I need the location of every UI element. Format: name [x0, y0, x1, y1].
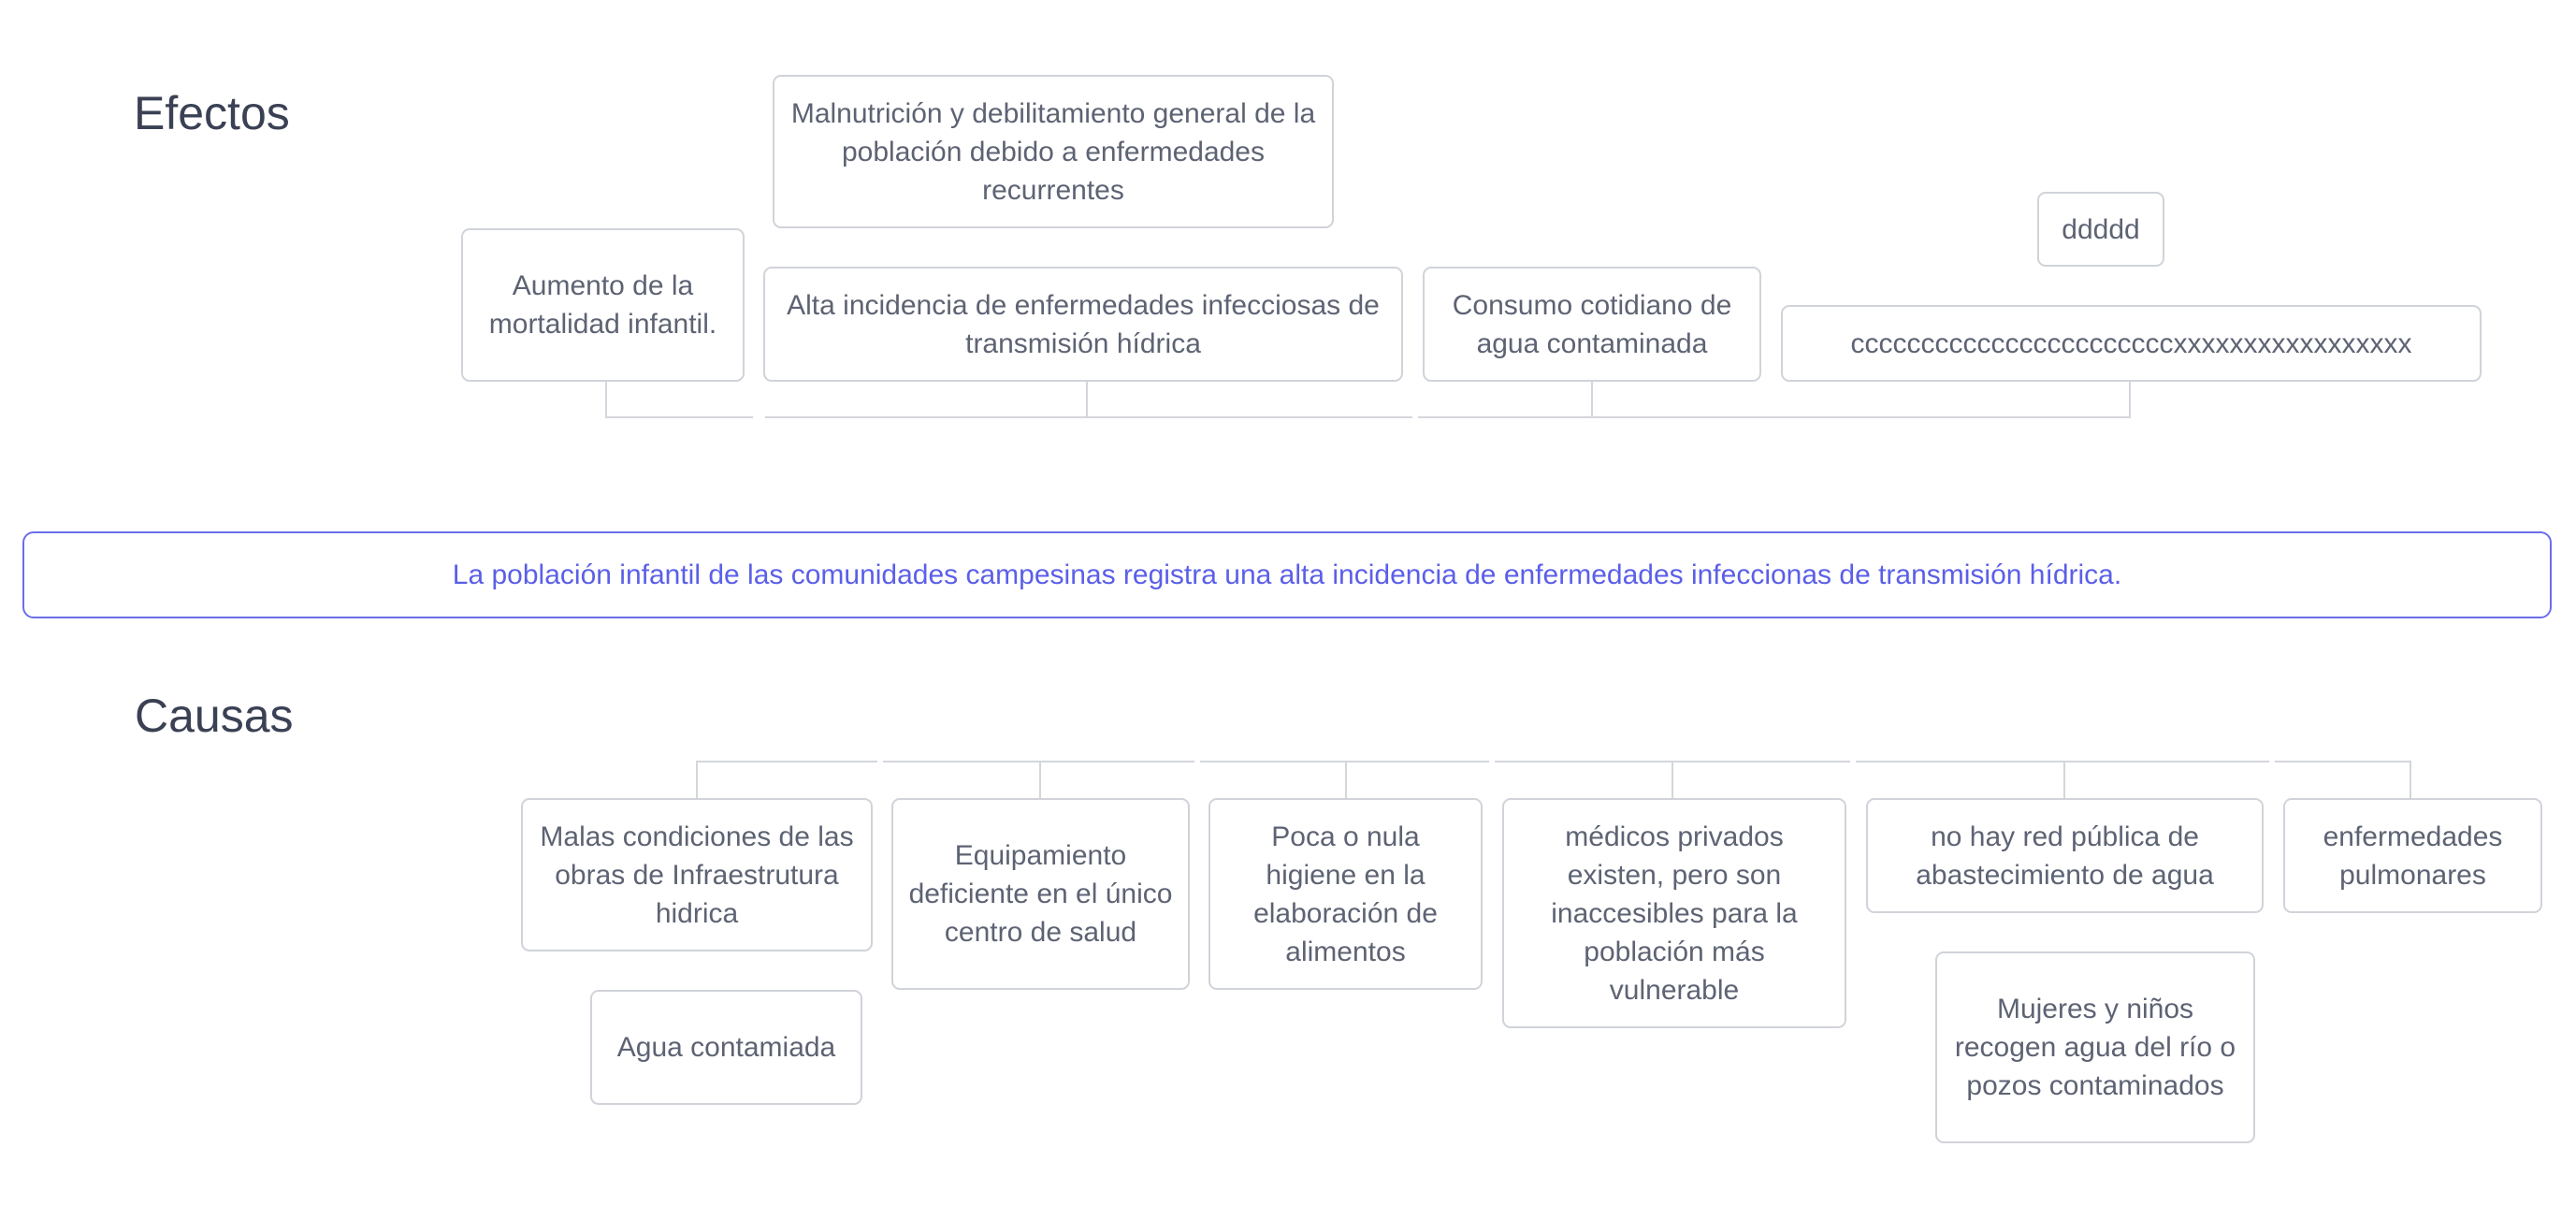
effect-node-label: Alta incidencia de enfermedades infecciosas de transmisión hídrica	[787, 289, 1380, 359]
cause-node-label: médicos privados existen, pero son inaccesibles para la población más vulnerable	[1551, 821, 1798, 1006]
cause-node-food-hygiene[interactable]	[1208, 798, 1483, 990]
effect-subnode-malnutrition[interactable]	[773, 75, 1334, 228]
cause-node-water-network[interactable]	[1866, 798, 2264, 913]
effect-node-infectious-diseases[interactable]	[763, 267, 1403, 382]
effect-node-contaminated-water[interactable]	[1423, 267, 1761, 382]
effect-node-label: cccccccccccccccccccccccxxxxxxxxxxxxxxxxx	[1850, 327, 2412, 359]
effect-subnode-ddddd[interactable]	[2037, 192, 2164, 267]
cause-node-label: Agua contamiada	[616, 1032, 836, 1063]
cause-node-label: Equipamiento deficiente en el único centro de salud	[908, 840, 1173, 948]
effects-connector-left	[606, 380, 753, 417]
effect-node-label: ddddd	[2062, 213, 2140, 245]
central-problem-label: La población infantil de las comunidades campesinas registra una alta incidencia de enfermedades infeccionas de transmisión hídrica.	[452, 559, 2122, 590]
effect-node-label: Malnutrición y debilitamiento general de la población debido a enfermedades recurrentes	[790, 97, 1316, 206]
effects-connector-right	[1418, 380, 2130, 417]
causes-connector-right	[2275, 762, 2410, 799]
cause-node-health-equipment[interactable]	[891, 798, 1190, 990]
cause-subnode-contaminated-water[interactable]	[590, 990, 862, 1105]
effect-node-label: Consumo cotidiano de agua contaminada	[1452, 289, 1732, 359]
cause-node-infrastructure[interactable]	[521, 798, 873, 951]
causes-connector-left	[697, 762, 877, 799]
cause-node-label: no hay red pública de abastecimiento de agua	[1916, 821, 2214, 891]
causes-title: Causas	[135, 690, 294, 742]
effects-title: Efectos	[134, 87, 290, 139]
cause-node-label: enfermedades pulmonares	[2323, 821, 2503, 891]
cause-subnode-women-children-water[interactable]	[1935, 951, 2255, 1143]
cause-node-label: Poca o nula higiene en la elaboración de alimentos	[1253, 821, 1438, 967]
central-problem[interactable]	[22, 531, 2552, 618]
cause-node-private-doctors[interactable]	[1502, 798, 1846, 1028]
effect-node-placeholder[interactable]	[1781, 305, 2482, 382]
cause-node-lung-diseases[interactable]	[2283, 798, 2542, 913]
effect-node-mortality[interactable]	[461, 228, 745, 382]
effect-node-label: Aumento de la mortalidad infantil.	[488, 270, 717, 340]
cause-node-label: Mujeres y niños recogen agua del río o pozos contaminados	[1954, 994, 2236, 1101]
cause-node-label: Malas condiciones de las obras de Infraestrutura hidrica	[540, 821, 854, 929]
